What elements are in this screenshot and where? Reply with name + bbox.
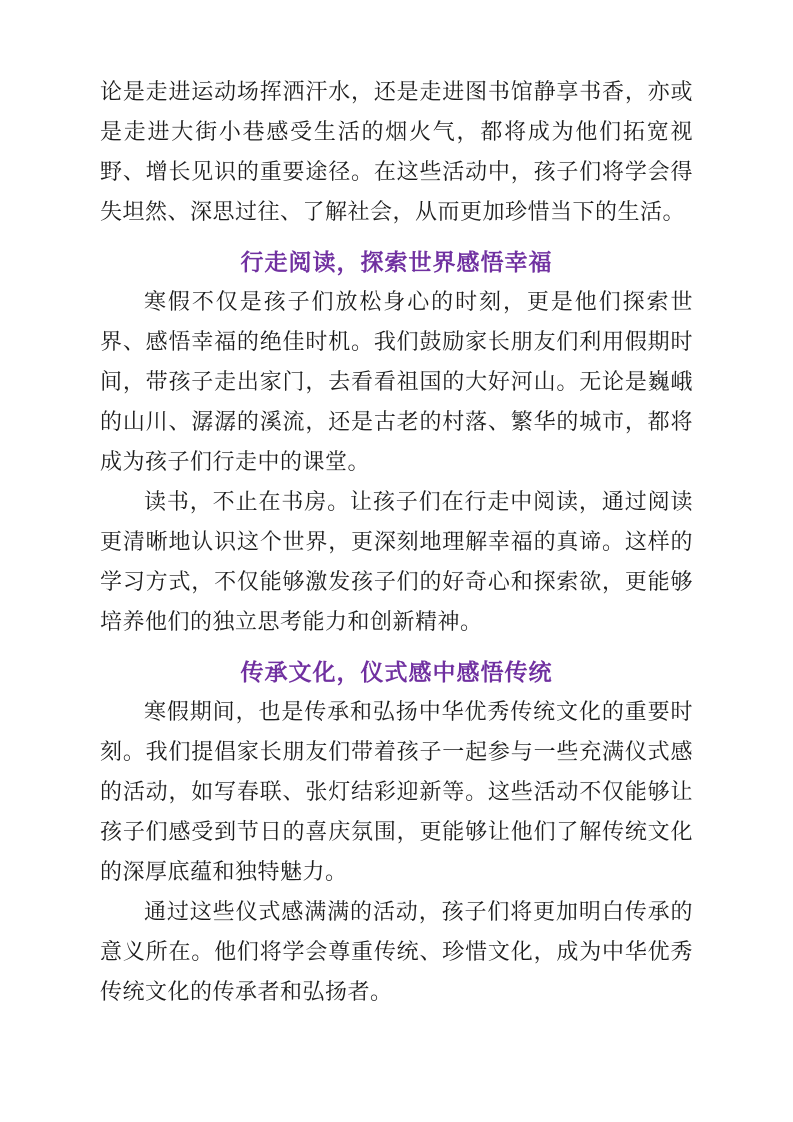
section-heading-reading-travel: 行走阅读，探索世界感悟幸福	[240, 249, 553, 275]
body-paragraph-continuation: 论是走进运动场挥洒汗水，还是走进图书馆静享书香，亦或是走进大街小巷感受生活的烟火气，都将成为他们拓宽视野、增长见识的重要途径。在这些活动中，孩子们将学会得失坦然、深思过往、了解社会，从而更加珍惜当下的生活。	[100, 79, 693, 224]
body-paragraph: 寒假不仅是孩子们放松身心的时刻，更是他们探索世界、感悟幸福的绝佳时机。我们鼓励家长朋友们利用假期时间，带孩子走出家门，去看看祖国的大好河山。无论是巍峨的山川、潺潺的溪流，还是古老的村落、繁华的城市，都将成为孩子们行走中的课堂。	[100, 289, 693, 474]
body-paragraph: 通过这些仪式感满满的活动，孩子们将更加明白传承的意义所在。他们将学会尊重传统、珍惜文化，成为中华优秀传统文化的传承者和弘扬者。	[100, 899, 693, 1004]
section-heading-culture-heritage: 传承文化，仪式感中感悟传统	[240, 659, 553, 685]
body-paragraph: 读书，不止在书房。让孩子们在行走中阅读，通过阅读更清晰地认识这个世界，更深刻地理解幸福的真谛。这样的学习方式，不仅能够激发孩子们的好奇心和探索欲，更能够培养他们的独立思考能力和创新精神。	[100, 489, 693, 634]
body-paragraph: 寒假期间，也是传承和弘扬中华优秀传统文化的重要时刻。我们提倡家长朋友们带着孩子一起参与一些充满仪式感的活动，如写春联、张灯结彩迎新等。这些活动不仅能够让孩子们感受到节日的喜庆氛围，更能够让他们了解传统文化的深厚底蕴和独特魅力。	[100, 699, 693, 884]
